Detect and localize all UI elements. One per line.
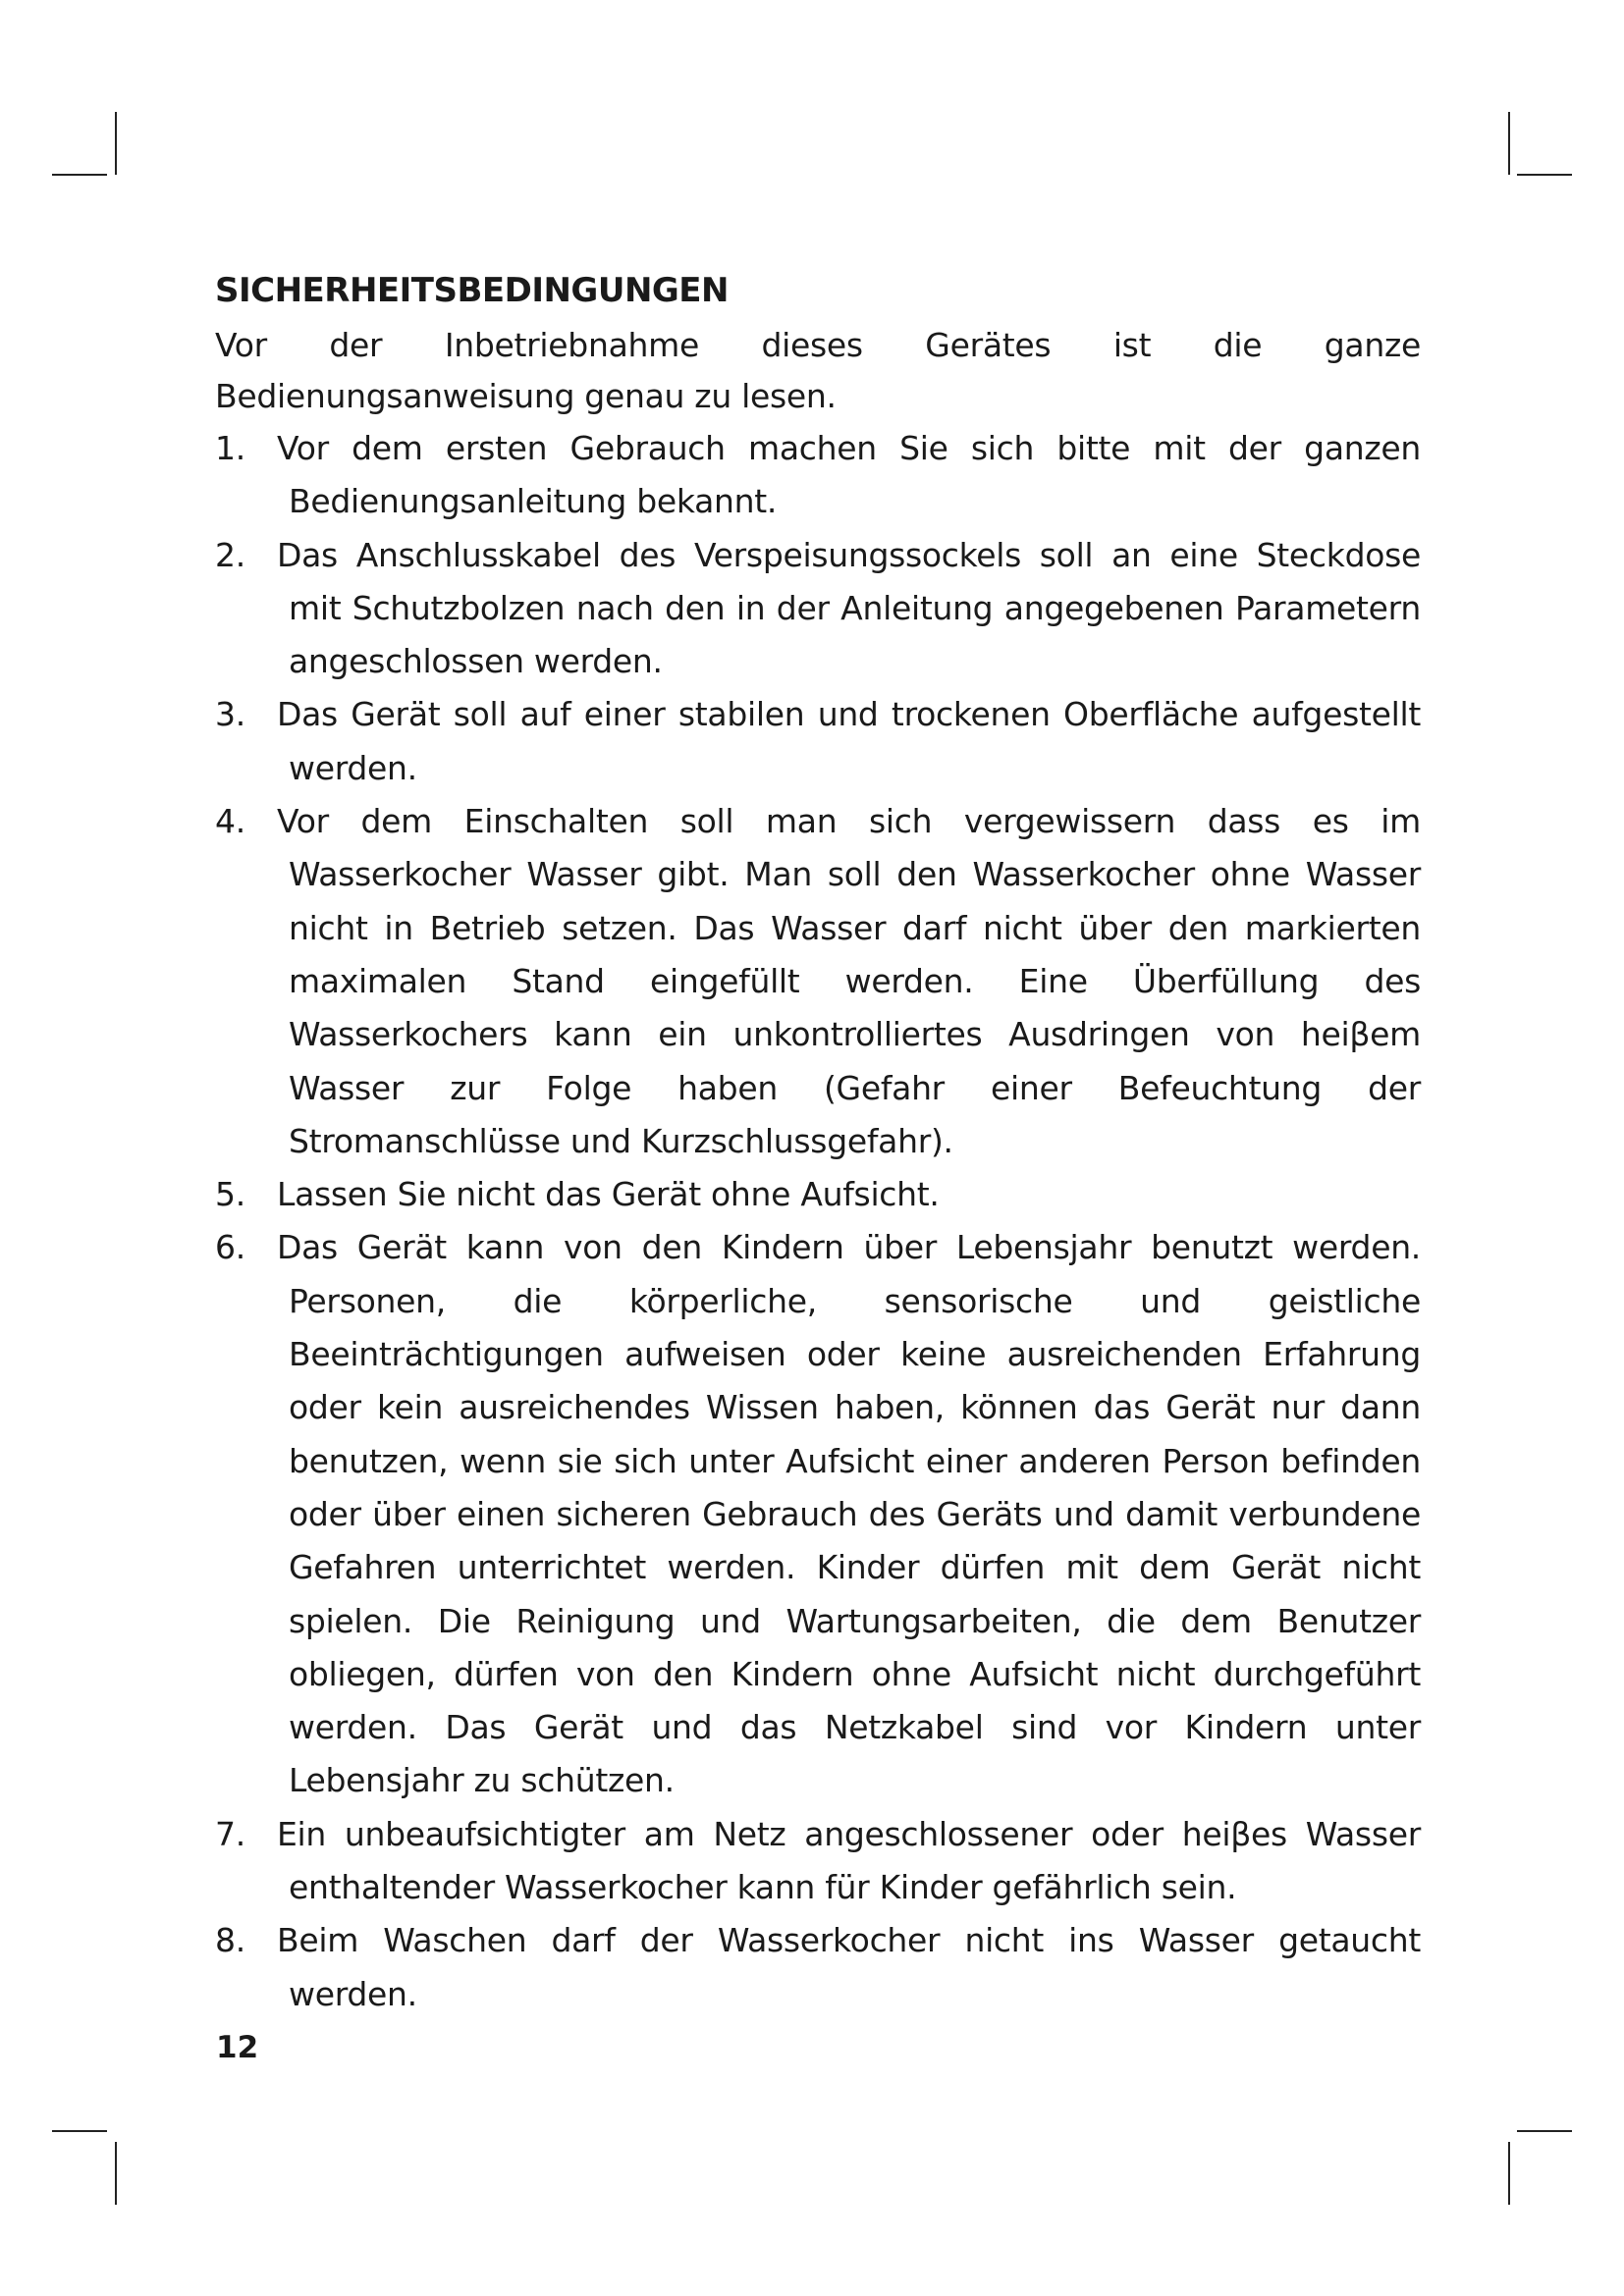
safety-rules-list bbox=[215, 422, 1421, 2021]
safety-rule-item bbox=[215, 529, 1421, 689]
rule-text: Das Gerät kann von den Kindern über Lebensjahr benutzt werden. Personen, die körperliche, sensorische und geistliche Beeinträchtigungen aufweisen oder keine ausreichenden Erfahrung oder kein ausreichendes Wissen haben, können das Gerät nur dann benutzen, wenn sie sich unter Aufsicht einer anderen Person befinden oder über einen sicheren Gebrauch des Geräts und damit verbundene Gefahren unterrichtet werden. Kinder dürfen mit dem Gerät nicht spielen. Die Reinigung und Wartungsarbeiten, die dem Benutzer obliegen, dürfen von den Kindern ohne Aufsicht nicht durchgeführt werden. Das Gerät und das Netzkabel sind vor Kindern unter Lebensjahr zu schützen. bbox=[277, 1228, 1421, 1800]
section-heading: SICHERHEITSBEDINGUNGEN bbox=[215, 271, 729, 310]
crop-mark-top-right-vertical bbox=[1508, 112, 1510, 175]
crop-mark-bottom-right-horizontal bbox=[1517, 2130, 1572, 2132]
crop-mark-bottom-left-horizontal bbox=[52, 2130, 107, 2132]
rule-number: 1. bbox=[215, 429, 245, 467]
rule-text: Das Anschlusskabel des Verspeisungssockels soll an eine Steckdose mit Schutzbolzen nach den in der Anleitung angegebenen Parametern angeschlossen werden. bbox=[277, 535, 1421, 681]
safety-rule-item bbox=[215, 1168, 1421, 1221]
crop-mark-bottom-left-vertical bbox=[115, 2142, 117, 2205]
rule-number: 3. bbox=[215, 695, 245, 734]
crop-mark-top-left-vertical bbox=[115, 112, 117, 175]
safety-rule-item bbox=[215, 1221, 1421, 1807]
rule-text: Ein unbeaufsichtigter am Netz angeschlossener oder heiβes Wasser enthaltender Wasserkocher kann für Kinder gefährlich sein. bbox=[277, 1814, 1421, 1907]
intro-paragraph: Vor der Inbetriebnahme dieses Gerätes ist die ganze Bedienungsanweisung genau zu lesen. bbox=[215, 326, 1421, 415]
rule-number: 8. bbox=[215, 1921, 245, 1960]
rule-number: 6. bbox=[215, 1228, 245, 1267]
crop-mark-top-right-horizontal bbox=[1517, 174, 1572, 176]
crop-mark-bottom-right-vertical bbox=[1508, 2142, 1510, 2205]
rule-text: Lassen Sie nicht das Gerät ohne Aufsicht. bbox=[277, 1175, 940, 1214]
safety-rule-item bbox=[215, 1914, 1421, 2021]
rule-text: Vor dem Einschalten soll man sich vergewissern dass es im Wasserkocher Wasser gibt. Man soll den Wasserkocher ohne Wasser nicht in Betrieb setzen. Das Wasser darf nicht über den markierten maximalen Stand eingefüllt werden. Eine Überfüllung des Wasserkochers kann ein unkontrolliertes Ausdringen von heiβem Wasser zur Folge haben (Gefahr einer Befeuchtung der Stromanschlüsse und Kurzschlussgefahr). bbox=[277, 802, 1421, 1160]
safety-rule-item bbox=[215, 422, 1421, 529]
safety-rule-item bbox=[215, 688, 1421, 795]
page-number: 12 bbox=[216, 2030, 259, 2065]
safety-section bbox=[215, 265, 1421, 2021]
rule-number: 7. bbox=[215, 1814, 245, 1853]
rule-text: Vor dem ersten Gebrauch machen Sie sich bitte mit der ganzen Bedienungsanleitung bekannt. bbox=[277, 429, 1421, 521]
safety-rule-item bbox=[215, 1808, 1421, 1915]
safety-rule-item bbox=[215, 795, 1421, 1168]
rule-text: Das Gerät soll auf einer stabilen und trockenen Oberfläche aufgestellt werden. bbox=[277, 695, 1421, 787]
rule-text: Beim Waschen darf der Wasserkocher nicht ins Wasser getaucht werden. bbox=[277, 1921, 1421, 2013]
crop-mark-top-left-horizontal bbox=[52, 174, 107, 176]
rule-number: 2. bbox=[215, 535, 245, 574]
rule-number: 5. bbox=[215, 1175, 245, 1214]
rule-number: 4. bbox=[215, 802, 245, 841]
